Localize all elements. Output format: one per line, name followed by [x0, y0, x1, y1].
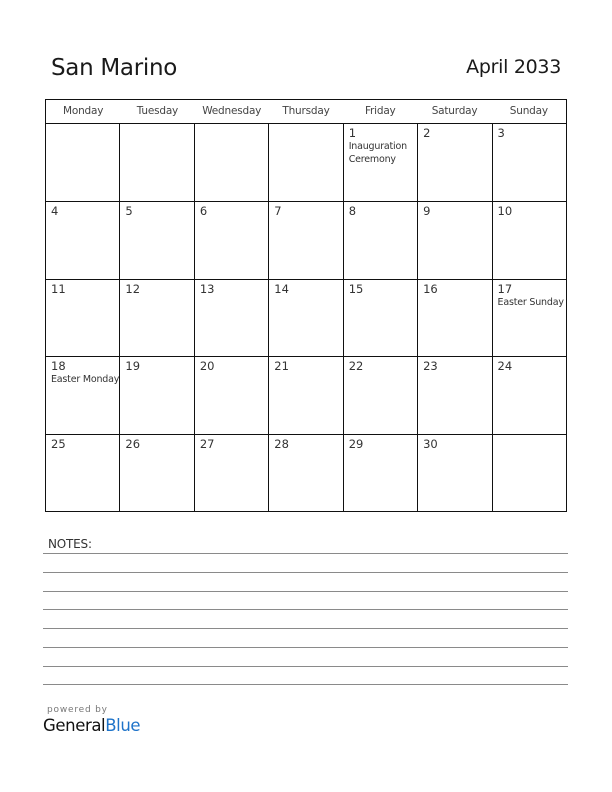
weekday-header-row — [46, 100, 566, 124]
day-number: 6 — [199, 203, 208, 218]
day-cell-empty[interactable] — [120, 124, 194, 201]
notes-line — [43, 684, 568, 685]
day-cell-23[interactable] — [418, 357, 492, 434]
day-cell-28[interactable] — [269, 435, 343, 512]
day-number: 22 — [348, 359, 364, 374]
day-number: 24 — [497, 359, 513, 374]
day-cell-empty[interactable] — [493, 435, 566, 512]
day-cell-13[interactable] — [195, 280, 269, 357]
day-cell-5[interactable] — [120, 202, 194, 279]
generalblue-logo — [43, 716, 140, 735]
day-number: 13 — [199, 281, 215, 296]
notes-line — [43, 591, 568, 592]
day-cell-24[interactable] — [493, 357, 566, 434]
day-cell-17[interactable] — [493, 280, 566, 357]
notes-line — [43, 553, 568, 554]
day-cell-12[interactable] — [120, 280, 194, 357]
weekday-monday: Monday — [63, 105, 104, 117]
day-number: 18 — [51, 359, 66, 374]
notes-line — [43, 609, 568, 610]
day-cell-15[interactable] — [344, 280, 418, 357]
weekday-wednesday: Wednesday — [202, 105, 262, 117]
holiday-label: Easter Monday — [51, 374, 120, 386]
day-number: 26 — [125, 437, 141, 452]
day-number: 17 — [497, 281, 513, 296]
day-cell-2[interactable] — [418, 124, 492, 201]
brand-general: General — [43, 716, 106, 735]
powered-by-text: powered by — [47, 705, 108, 715]
day-cell-3[interactable] — [493, 124, 566, 201]
day-number: 20 — [199, 359, 215, 374]
day-number: 5 — [125, 203, 133, 218]
calendar-week-row — [46, 357, 566, 435]
notes-line — [43, 647, 568, 648]
weekday-friday: Friday — [364, 105, 396, 117]
notes-line — [43, 628, 568, 629]
day-number: 15 — [348, 281, 364, 296]
day-number: 9 — [423, 203, 431, 218]
day-cell-21[interactable] — [269, 357, 343, 434]
calendar-weeks — [46, 124, 566, 512]
calendar-week-row — [46, 435, 566, 512]
day-number: 8 — [348, 203, 357, 218]
day-number: 25 — [51, 437, 66, 452]
day-cell-26[interactable] — [120, 435, 194, 512]
calendar-week-row — [46, 202, 566, 280]
day-number: 21 — [274, 359, 289, 374]
day-cell-25[interactable] — [46, 435, 120, 512]
day-cell-7[interactable] — [269, 202, 343, 279]
day-cell-empty[interactable] — [195, 124, 269, 201]
day-cell-19[interactable] — [120, 357, 194, 434]
day-number: 1 — [348, 126, 357, 140]
day-number: 19 — [125, 359, 141, 374]
day-cell-1[interactable] — [344, 124, 418, 201]
weekday-tuesday: Tuesday — [136, 105, 179, 117]
day-cell-empty[interactable] — [269, 124, 343, 201]
day-number: 30 — [423, 437, 438, 452]
day-number: 28 — [274, 437, 289, 452]
brand-blue: Blue — [105, 716, 141, 735]
day-cell-empty[interactable] — [46, 124, 120, 201]
day-cell-4[interactable] — [46, 202, 120, 279]
day-number: 23 — [423, 359, 438, 374]
day-cell-29[interactable] — [344, 435, 418, 512]
holiday-label: Inauguration Ceremony — [348, 141, 407, 165]
day-cell-27[interactable] — [195, 435, 269, 512]
notes-line — [43, 666, 568, 667]
day-cell-8[interactable] — [344, 202, 418, 279]
day-number: 12 — [125, 281, 141, 296]
country-title: San Marino — [51, 55, 178, 81]
day-cell-10[interactable] — [493, 202, 566, 279]
holiday-label: Easter Sunday — [497, 296, 564, 308]
day-cell-16[interactable] — [418, 280, 492, 357]
day-number: 10 — [497, 203, 513, 218]
day-number: 14 — [274, 281, 289, 296]
notes-line — [43, 572, 568, 573]
day-number: 3 — [497, 126, 505, 140]
day-cell-30[interactable] — [418, 435, 492, 512]
day-number: 16 — [423, 281, 438, 296]
day-cell-9[interactable] — [418, 202, 492, 279]
weekday-sunday: Sunday — [509, 105, 548, 117]
month-year-title: April 2033 — [466, 56, 561, 78]
day-cell-6[interactable] — [195, 202, 269, 279]
day-cell-14[interactable] — [269, 280, 343, 357]
notes-label: NOTES: — [48, 537, 92, 551]
calendar-grid — [45, 99, 567, 512]
day-number: 7 — [274, 203, 282, 218]
calendar-week-row — [46, 280, 566, 358]
weekday-thursday: Thursday — [282, 105, 330, 117]
day-number: 4 — [51, 203, 59, 218]
day-number: 29 — [348, 437, 364, 452]
day-cell-11[interactable] — [46, 280, 120, 357]
day-cell-22[interactable] — [344, 357, 418, 434]
calendar-week-row — [46, 124, 566, 202]
day-cell-20[interactable] — [195, 357, 269, 434]
day-cell-18[interactable] — [46, 357, 120, 434]
weekday-saturday: Saturday — [431, 105, 478, 117]
day-number: 2 — [423, 126, 431, 140]
day-number: 27 — [199, 437, 215, 452]
day-number: 11 — [51, 281, 66, 296]
